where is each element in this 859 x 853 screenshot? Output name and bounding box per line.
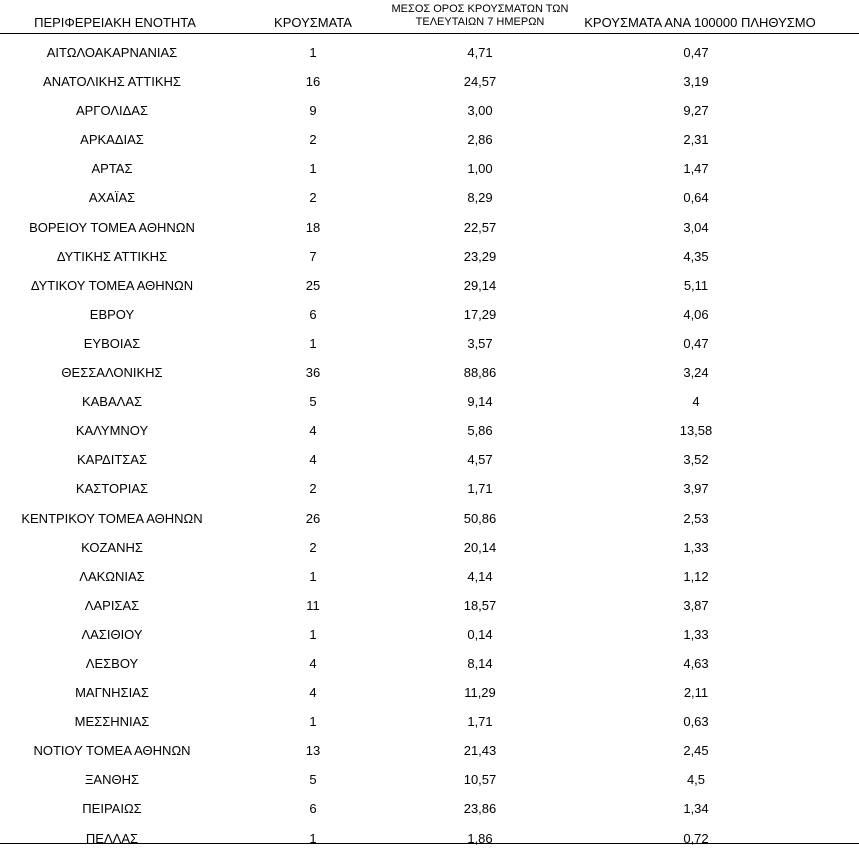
cell-cases: 4 bbox=[309, 685, 317, 701]
cell-region: ΑΡΤΑΣ bbox=[91, 161, 133, 177]
cell-region: ΑΙΤΩΛΟΑΚΑΡΝΑΝΙΑΣ bbox=[46, 45, 178, 60]
cell-avg: 4,71 bbox=[467, 45, 493, 60]
table-row bbox=[0, 183, 859, 212]
cell-avg: 1,00 bbox=[467, 161, 493, 177]
column-header-avg-line2: ΤΕΛΕΥΤΑΙΩΝ 7 ΗΜΕΡΩΝ bbox=[415, 16, 545, 28]
cell-avg: 10,57 bbox=[463, 772, 497, 788]
cell-avg: 20,14 bbox=[463, 539, 497, 555]
cell-avg: 17,29 bbox=[463, 306, 497, 322]
cell-per-100k: 0,47 bbox=[683, 45, 709, 60]
cell-avg: 21,43 bbox=[463, 743, 497, 759]
cell-cases: 11 bbox=[306, 597, 320, 613]
cell-cases: 36 bbox=[305, 365, 321, 381]
cell-region: ΚΑΒΑΛΑΣ bbox=[81, 394, 143, 410]
cell-cases: 1 bbox=[309, 161, 317, 177]
cell-cases: 5 bbox=[309, 772, 317, 788]
cell-per-100k: 0,64 bbox=[683, 190, 709, 206]
cell-per-100k: 0,72 bbox=[683, 830, 709, 846]
table-row bbox=[0, 620, 859, 649]
cell-region: ΜΑΓΝΗΣΙΑΣ bbox=[75, 685, 149, 701]
table-row bbox=[0, 38, 859, 67]
cell-per-100k: 5,11 bbox=[683, 277, 709, 293]
cell-region: ΕΒΡΟΥ bbox=[89, 306, 135, 322]
cell-region: ΑΝΑΤΟΛΙΚΗΣ ΑΤΤΙΚΗΣ bbox=[43, 74, 181, 90]
table-row bbox=[0, 271, 859, 300]
column-header-region: ΠΕΡΙΦΕΡΕΙΑΚΗ ΕΝΟΤΗΤΑ bbox=[34, 15, 196, 30]
table-row bbox=[0, 736, 859, 765]
cell-cases: 1 bbox=[309, 714, 317, 730]
table-row bbox=[0, 416, 859, 445]
table-row bbox=[0, 765, 859, 794]
table-row bbox=[0, 96, 859, 125]
cell-per-100k: 0,63 bbox=[683, 714, 709, 730]
cell-region: ΚΑΡΔΙΤΣΑΣ bbox=[76, 452, 148, 468]
cell-cases: 1 bbox=[309, 568, 317, 584]
cell-per-100k: 1,33 bbox=[683, 626, 709, 642]
table-body bbox=[0, 38, 859, 853]
cell-per-100k: 1,34 bbox=[683, 801, 709, 817]
cell-region: ΞΑΝΘΗΣ bbox=[84, 772, 140, 788]
table-row bbox=[0, 649, 859, 678]
cell-per-100k: 2,31 bbox=[683, 132, 709, 148]
table-bottom-border bbox=[0, 843, 859, 844]
table-row bbox=[0, 707, 859, 736]
table-row bbox=[0, 125, 859, 154]
cell-avg: 8,29 bbox=[467, 190, 493, 206]
cell-cases: 1 bbox=[309, 626, 317, 642]
cell-cases: 4 bbox=[309, 423, 317, 439]
cell-region: ΛΕΣΒΟΥ bbox=[85, 655, 139, 671]
cell-avg: 4,57 bbox=[467, 452, 493, 468]
cell-cases: 5 bbox=[309, 394, 317, 410]
table-row bbox=[0, 678, 859, 707]
cell-region: ΔΥΤΙΚΟΥ ΤΟΜΕΑ ΑΘΗΝΩΝ bbox=[30, 277, 194, 293]
cell-cases: 2 bbox=[309, 190, 317, 206]
cell-region: ΛΑΣΙΘΙΟΥ bbox=[81, 626, 143, 642]
cell-region: ΔΥΤΙΚΗΣ ΑΤΤΙΚΗΣ bbox=[56, 248, 168, 264]
cell-cases: 13 bbox=[305, 743, 321, 759]
cell-avg: 4,14 bbox=[467, 568, 493, 584]
table-row bbox=[0, 154, 859, 183]
cell-avg: 29,14 bbox=[463, 277, 497, 293]
cell-region: ΘΕΣΣΑΛΟΝΙΚΗΣ bbox=[61, 365, 163, 381]
cell-region: ΚΟΖΑΝΗΣ bbox=[81, 539, 143, 555]
cell-avg: 11,29 bbox=[464, 685, 496, 701]
table-row bbox=[0, 562, 859, 591]
cell-cases: 1 bbox=[309, 335, 317, 351]
cell-per-100k: 4,5 bbox=[686, 772, 706, 788]
cell-avg: 23,86 bbox=[463, 801, 497, 817]
cell-avg: 50,86 bbox=[463, 510, 497, 526]
table-row bbox=[0, 213, 859, 242]
table-row bbox=[0, 67, 859, 96]
table-row bbox=[0, 504, 859, 533]
column-header-avg bbox=[385, 3, 575, 29]
cell-cases: 6 bbox=[309, 801, 317, 817]
cell-avg: 3,00 bbox=[467, 103, 493, 119]
cell-cases: 9 bbox=[309, 103, 317, 119]
cell-region: ΛΑΡΙΣΑΣ bbox=[84, 597, 140, 613]
cell-cases: 1 bbox=[309, 830, 317, 846]
cell-cases: 7 bbox=[309, 248, 317, 264]
column-header-per-100k: ΚΡΟΥΣΜΑΤΑ ΑΝΑ 100000 ΠΛΗΘΥΣΜΟ bbox=[584, 15, 816, 30]
cell-cases: 1 bbox=[309, 45, 317, 60]
cell-avg: 5,86 bbox=[467, 423, 493, 439]
cell-avg: 1,71 bbox=[467, 714, 493, 730]
table-row bbox=[0, 591, 859, 620]
cell-per-100k: 0,47 bbox=[683, 335, 709, 351]
cell-avg: 24,57 bbox=[463, 74, 497, 90]
cell-region: ΒΟΡΕΙΟΥ ΤΟΜΕΑ ΑΘΗΝΩΝ bbox=[29, 219, 195, 235]
cell-cases: 4 bbox=[309, 655, 317, 671]
column-header-avg-line1: ΜΕΣΟΣ ΟΡΟΣ ΚΡΟΥΣΜΑΤΩΝ ΤΩΝ bbox=[391, 3, 569, 15]
cell-region: ΕΥΒΟΙΑΣ bbox=[83, 335, 141, 351]
cell-per-100k: 1,33 bbox=[683, 539, 709, 555]
cell-avg: 1,71 bbox=[467, 481, 493, 497]
column-header-cases: ΚΡΟΥΣΜΑΤΑ bbox=[274, 15, 352, 30]
cell-region: ΚΕΝΤΡΙΚΟΥ ΤΟΜΕΑ ΑΘΗΝΩΝ bbox=[21, 510, 203, 526]
cell-cases: 4 bbox=[309, 452, 317, 468]
cell-per-100k: 4 bbox=[692, 394, 700, 410]
cell-avg: 22,57 bbox=[463, 219, 497, 235]
cell-cases: 25 bbox=[305, 277, 321, 293]
cell-cases: 18 bbox=[305, 219, 321, 235]
cell-avg: 1,86 bbox=[467, 830, 493, 846]
cell-per-100k: 4,06 bbox=[683, 306, 709, 322]
cell-per-100k: 2,45 bbox=[683, 743, 709, 759]
cell-region: ΠΕΙΡΑΙΩΣ bbox=[82, 801, 142, 817]
table-row bbox=[0, 445, 859, 474]
cell-per-100k: 2,53 bbox=[683, 510, 709, 526]
cell-cases: 2 bbox=[309, 539, 317, 555]
table-row bbox=[0, 329, 859, 358]
cell-per-100k: 3,19 bbox=[683, 74, 709, 90]
table-row bbox=[0, 533, 859, 562]
table-row bbox=[0, 387, 859, 416]
cell-per-100k: 3,24 bbox=[683, 365, 709, 381]
cell-avg: 18,57 bbox=[463, 597, 497, 613]
cell-cases: 2 bbox=[309, 481, 317, 497]
table-row bbox=[0, 300, 859, 329]
table-row bbox=[0, 474, 859, 503]
cell-per-100k: 3,52 bbox=[683, 452, 709, 468]
cell-avg: 9,14 bbox=[467, 394, 493, 410]
cell-cases: 26 bbox=[305, 510, 321, 526]
cell-avg: 23,29 bbox=[463, 248, 497, 264]
table-row bbox=[0, 242, 859, 271]
cell-per-100k: 3,04 bbox=[683, 219, 709, 235]
cell-cases: 6 bbox=[309, 306, 317, 322]
table-row bbox=[0, 824, 859, 853]
table-row bbox=[0, 794, 859, 823]
cell-per-100k: 3,87 bbox=[683, 597, 709, 613]
cell-region: ΚΑΛΥΜΝΟΥ bbox=[75, 423, 149, 439]
cell-region: ΜΕΣΣΗΝΙΑΣ bbox=[74, 714, 150, 730]
cell-avg: 2,86 bbox=[467, 132, 493, 148]
cell-cases: 2 bbox=[309, 132, 317, 148]
cell-per-100k: 2,11 bbox=[683, 685, 709, 701]
cell-region: ΝΟΤΙΟΥ ΤΟΜΕΑ ΑΘΗΝΩΝ bbox=[33, 743, 191, 759]
cell-avg: 8,14 bbox=[467, 655, 493, 671]
cell-per-100k: 1,47 bbox=[683, 161, 709, 177]
cell-per-100k: 9,27 bbox=[683, 103, 709, 119]
cell-region: ΠΕΛΛΑΣ bbox=[85, 830, 139, 846]
cell-avg: 88,86 bbox=[463, 365, 497, 381]
cell-region: ΑΡΓΟΛΙΔΑΣ bbox=[75, 103, 149, 119]
cell-region: ΚΑΣΤΟΡΙΑΣ bbox=[75, 481, 149, 497]
cell-per-100k: 1,12 bbox=[683, 568, 709, 584]
cell-region: ΛΑΚΩΝΙΑΣ bbox=[79, 568, 145, 584]
cell-avg: 3,57 bbox=[467, 335, 493, 351]
cell-region: ΑΡΚΑΔΙΑΣ bbox=[80, 132, 144, 148]
table-row bbox=[0, 358, 859, 387]
cell-per-100k: 4,35 bbox=[683, 248, 709, 264]
table-header bbox=[0, 0, 859, 34]
cell-avg: 0,14 bbox=[467, 626, 493, 642]
cell-region: ΑΧΑΪΑΣ bbox=[88, 190, 136, 206]
cell-per-100k: 4,63 bbox=[683, 655, 709, 671]
cell-per-100k: 3,97 bbox=[683, 481, 709, 497]
cell-cases: 16 bbox=[305, 74, 321, 90]
cell-per-100k: 13,58 bbox=[679, 423, 713, 439]
